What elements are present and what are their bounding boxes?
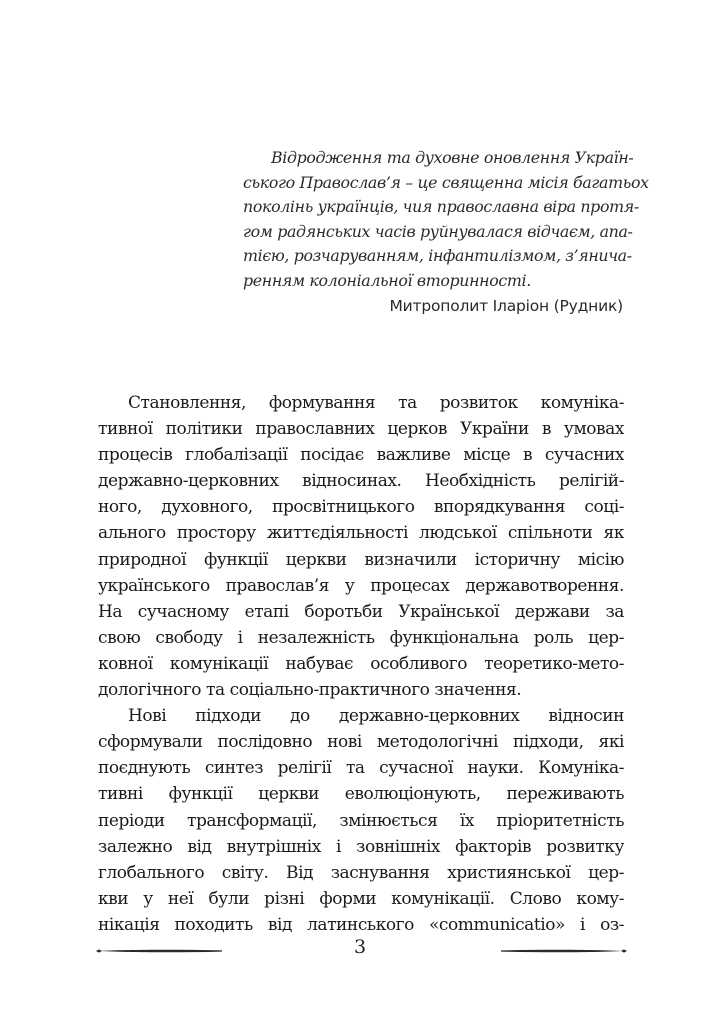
paragraph-line: кви у неї були різні форми комунікації. Слово кому- — [98, 888, 624, 909]
footer-ornament-right-icon — [499, 947, 627, 955]
epigraph-line: гом радянських часів руйнувалася відчаєм, апа- — [243, 221, 633, 241]
epigraph-line: ського Православ’я – це священна місія багатьох — [243, 172, 649, 192]
paragraph-line: дологічного та соціально-практичного значення. — [98, 680, 522, 701]
paragraph-line: Становлення, формування та розвиток комуніка- — [128, 393, 624, 413]
paragraph-line: свою свободу і незалежність функціональна роль цер- — [98, 627, 624, 648]
paragraph-line: тивної політики православних церков України в умовах — [98, 419, 624, 440]
paragraph-line: нікація походить від латинського «communicatio» і оз- — [98, 914, 624, 935]
paragraph-line: сформували послідовно нові методологічні підходи, які — [98, 732, 624, 753]
paragraph-line: українського православ’я у процесах державотворення. — [98, 575, 624, 596]
paragraph-line: ального простору життєдіяльності людської спільноти як — [98, 523, 624, 544]
footer-ornament-left-icon — [96, 947, 224, 955]
paragraph-line: ковної комунікації набуває особливого теоретико-мето- — [98, 653, 624, 674]
paragraph-line: процесів глобалізації посідає важливе місце в сучасних — [98, 445, 624, 466]
paragraph-line: ного, духовного, просвітницького впорядкування соці- — [98, 497, 624, 518]
paragraph-line: залежно від внутрішніх і зовнішніх факторів розвитку — [98, 836, 624, 857]
paragraph-line: поєднують синтез релігії та сучасної науки. Комуніка- — [98, 758, 624, 779]
paragraph-line: періоди трансформації, змінюється їх пріоритетність — [98, 810, 624, 831]
epigraph — [243, 146, 649, 293]
epigraph-line: тією, розчаруванням, інфантилізмом, з’янича- — [243, 246, 632, 265]
paragraph-line: На сучасному етапі боротьби Української держави за — [98, 601, 624, 622]
paragraph-line: Нові підходи до державно-церковних відносин — [128, 706, 624, 727]
epigraph-line: Відродження та духовне оновлення Україн- — [271, 148, 634, 167]
body-text — [98, 390, 624, 938]
paragraph-line: природної функції церкви визначили історичну місію — [98, 549, 624, 570]
paragraph-line: глобального світу. Від заснування християнської цер- — [98, 862, 624, 883]
paragraph-line: державно-церковних відносинах. Необхідність релігій- — [98, 471, 624, 492]
page-footer — [0, 935, 721, 965]
page-number: 3 — [353, 936, 367, 958]
epigraph-attribution: Митрополит Іларіон (Рудник) — [389, 297, 623, 315]
epigraph-line: ренням колоніальної вторинності. — [243, 270, 531, 290]
epigraph-line: поколінь українців, чия православна віра протя- — [243, 197, 639, 216]
paragraph-line: тивні функції церкви еволюціонують, переживають — [98, 784, 624, 805]
